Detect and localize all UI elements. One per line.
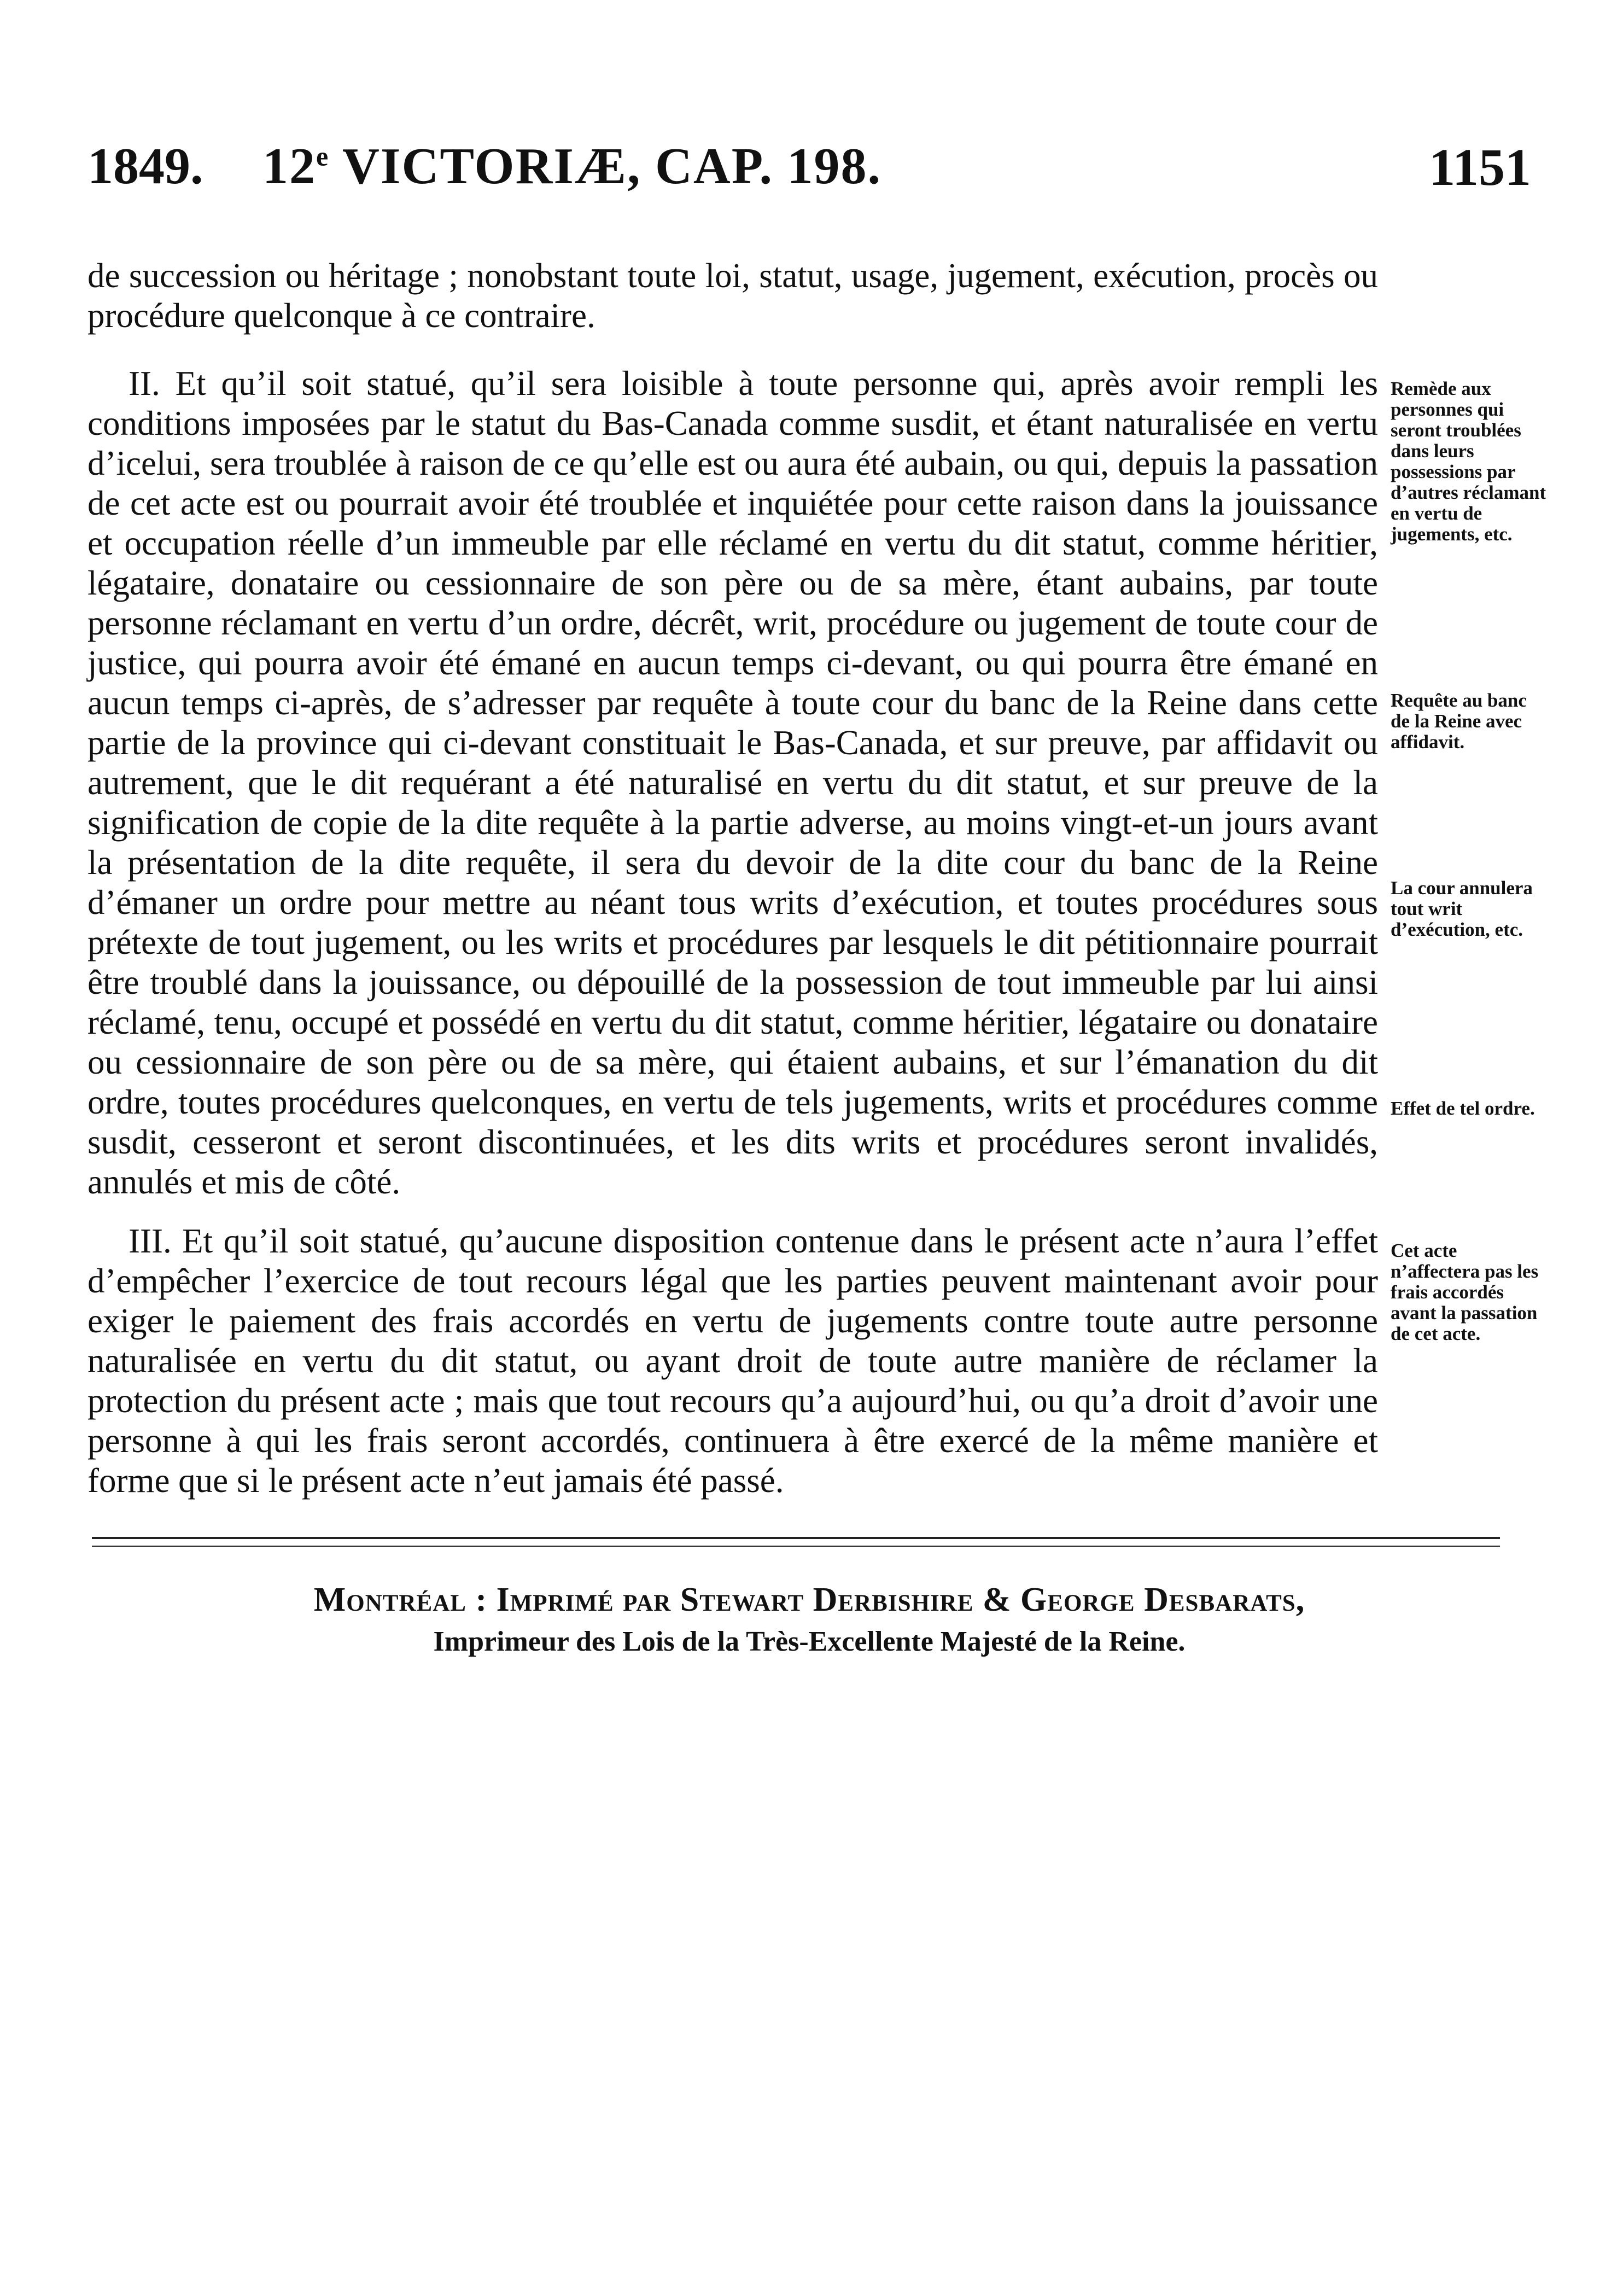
imprint-printers: Montréal : Imprimé par Stewart Derbishire & George Desbarats, (313, 1581, 1305, 1618)
margin-note-petition: Requête au banc de la Reine avec affidavit. (1391, 690, 1527, 753)
reign-suffix: e (316, 141, 330, 172)
reign-number: 12 (262, 138, 316, 195)
header-title (262, 137, 881, 196)
paragraph-section-ii: II. Et qu’il soit statué, qu’il sera loisible à toute personne qui, après avoir rempli les conditions imposées par le statut du Bas-Canada comme susdit, et étant naturalisée en vertu d’icelui, sera troublée à raison de ce qu’elle est ou aura été aubain, ou qui, depuis la passation de cet acte est ou pourrait avoir été troublée et inquiétée pour cette raison dans la jouissance et occupation réelle d’un immeuble par elle réclamé en vertu du dit statut, comme héritier, légataire, donataire ou cessionnaire de son père ou de sa mère, étant aubains, par toute personne réclamant en vertu d’un ordre, décrêt, writ, procédure ou jugement de toute cour de justice, qui pourra avoir été émané en aucun temps ci-devant, ou qui pourra être émané en aucun temps ci-après, de s’adresser par requête à toute cour du banc de la Reine dans cette partie de la province qui ci-devant constituait le Bas-Canada, et sur preuve, par affidavit ou autrement, que le dit requérant a été naturalisé en vertu du dit statut, et sur preuve de la signification de copie de la dite requête à la partie adverse, au moins vingt-et-un jours avant la présentation de la dite requête, il sera du devoir de la dite cour du banc de la Reine d’émaner un ordre pour mettre au néant tous writs d’exécution, et toutes procédures sous prétexte de tout jugement, ou les writs et procédures par lesquels le dit pétitionnaire pourrait être troublé dans la jouissance, ou dépouillé de la possession de tout immeuble par lui ainsi réclamé, tenu, occupé et possédé en vertu du dit statut, comme héritier, légataire ou donataire ou cessionnaire de son père ou de sa mère, qui étaient aubains, et sur l’émanation du dit ordre, toutes procédures quelconques, en vertu de tels jugements, writs et procédures comme susdit, cesseront et seront discontinuées, et les dits writs et procédures seront invalidés, annulés et mis de côté. (87, 364, 1378, 1201)
margin-note-costs: Cet acte n’affectera pas les frais accordés avant la passation de cet acte. (1391, 1240, 1539, 1344)
page-number: 1151 (1429, 138, 1531, 196)
paragraph-continuation: de succession ou héritage ; nonobstant toute loi, statut, usage, jugement, exécution, procès ou procédure quelconque à ce contraire. (87, 257, 1378, 335)
page-header (87, 137, 1531, 202)
margin-note-effect: Effet de tel ordre. (1391, 1098, 1535, 1119)
paragraph-section-iii: III. Et qu’il soit statué, qu’aucune disposition contenue dans le présent acte n’aura l’effet d’empêcher l’exercice de tout recours légal que les parties peuvent maintenant avoir pour exiger le paiement des frais accordés en vertu de jugements contre toute autre personne naturalisée en vertu du dit statut, ou ayant droit de toute autre manière de réclamer la protection du présent acte ; mais que tout recours qu’a aujourd’hui, ou qu’a droit d’avoir une personne à qui les frais seront accordés, continuera à être exercé de la même manière et forme que si le présent acte n’eut jamais été passé. (87, 1222, 1378, 1500)
divider-rule-thick (92, 1537, 1500, 1539)
margin-note-annul: La cour annulera tout writ d’exécution, etc. (1391, 877, 1533, 940)
divider-rule-thin (92, 1546, 1500, 1547)
header-title-text: VICTORIÆ, CAP. 198. (342, 138, 882, 195)
imprint-title: Imprimeur des Lois de la Très-Excellente Majesté de la Reine. (433, 1626, 1186, 1657)
margin-note-remedy: Remède aux personnes qui seront troublées dans leurs possessions par d’autres réclamant en vertu de jugements, etc. (1391, 378, 1546, 545)
header-year: 1849. (87, 138, 203, 195)
